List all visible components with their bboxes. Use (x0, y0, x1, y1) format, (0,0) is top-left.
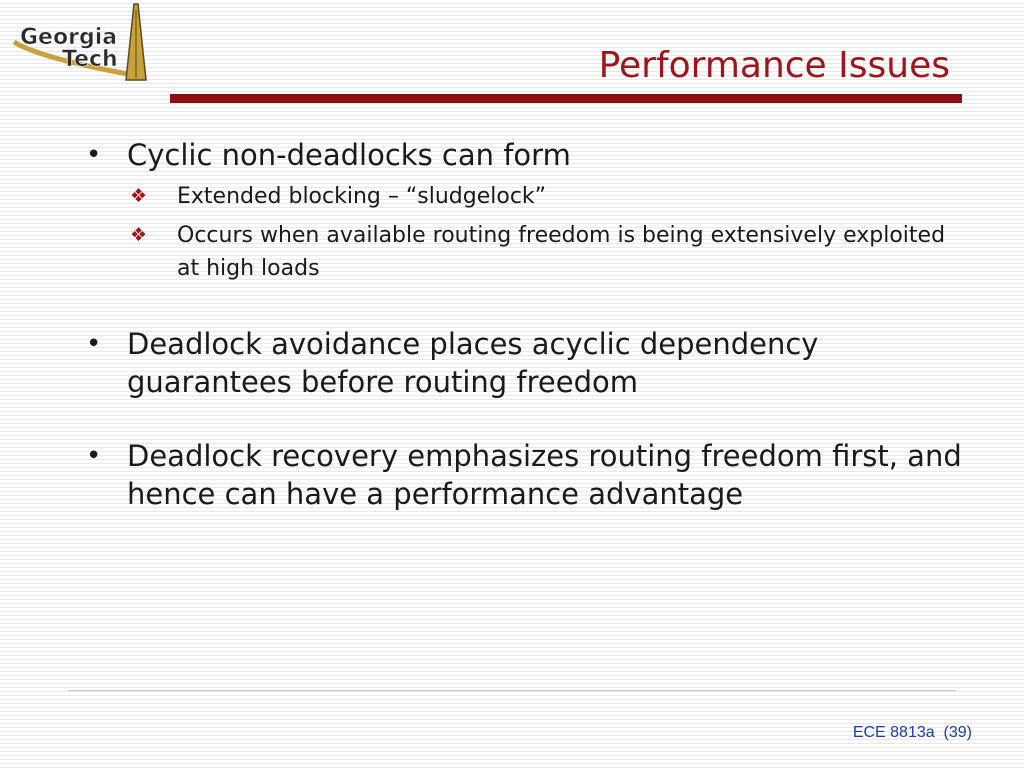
bullet-text: Cyclic non-deadlocks can form (127, 138, 571, 172)
bullet-marker: • (86, 329, 102, 359)
bullet-item (72, 325, 962, 401)
bullet-marker: • (86, 140, 102, 170)
logo-text-line1: Georgia (20, 25, 118, 50)
bullet-text: Deadlock avoidance places acyclic dependency guarantees before routing freedom (127, 327, 819, 399)
sub-bullet-item (72, 219, 962, 285)
bullet-item (72, 136, 962, 174)
bullet-text: Deadlock recovery emphasizes routing freedom first, and hence can have a performance advantage (127, 439, 962, 511)
sub-bullet-text: Occurs when available routing freedom is being extensively exploited at high loads (177, 223, 946, 281)
sub-bullet-list (72, 180, 962, 285)
bullet-marker: • (86, 441, 102, 471)
title-rule (170, 94, 962, 103)
footer-rule (68, 690, 956, 691)
bullet-item (72, 437, 962, 513)
georgia-tech-logo (10, 0, 160, 82)
logo-text-line2: Tech (62, 47, 118, 72)
sub-bullet-text: Extended blocking – “sludgelock” (177, 184, 547, 209)
diamond-bullet-icon: ❖ (130, 224, 148, 246)
slide-footer: ECE 8813a (39) (852, 724, 972, 741)
slide-content (72, 136, 962, 513)
sub-bullet-item (72, 180, 962, 213)
diamond-bullet-icon: ❖ (130, 185, 148, 207)
georgia-tech-tower-icon (10, 0, 160, 82)
slide-title: Performance Issues (598, 45, 950, 86)
